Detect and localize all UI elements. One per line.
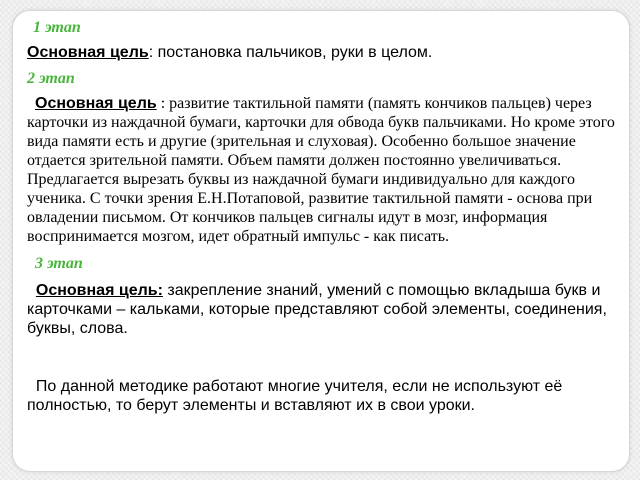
stage-3-goal-text: закрепление знаний, умений с помощью вкладыша букв и карточками – кальками, которые представляют собой элементы, соединения, буквы, слова. bbox=[27, 282, 607, 337]
conclusion-text: По данной методике работают многие учителя, если не используют её полностью, то берут элементы и вставляют их в свои уроки. bbox=[27, 378, 563, 414]
stage-3-heading bbox=[27, 254, 615, 273]
stage-2-goal bbox=[27, 94, 615, 246]
stage-3-heading-text: 3 этап bbox=[35, 255, 83, 272]
slide-content bbox=[27, 18, 615, 415]
stage-1-goal-text: : постановка пальчиков, руки в целом. bbox=[148, 44, 433, 61]
conclusion-paragraph bbox=[27, 377, 615, 415]
stage-2-heading: 2 этап bbox=[27, 70, 75, 87]
stage-1-goal bbox=[27, 43, 615, 62]
stage-1-goal-label: Основная цель bbox=[27, 44, 149, 61]
stage-2-goal-text: : развитие тактильной памяти (память кончиков пальцев) через карточки из наждачной бумаги, карточки для обвода букв пальчиками. Но кроме этого вида памяти есть и другие (зрительная и слуховая). Особенно большое значение отдается зрительной памяти. Объем памяти должен постоянно увеличиваться. Предлагается вырезать буквы из наждачной бумаги индивидуально для каждого ученика. С точки зрения Е.Н.Потаповой, развитие тактильной памяти - основа при овладении письмом. От кончиков пальцев сигналы идут в мозг, информация воспринимается мозгом, идет обратный импульс - как писать. bbox=[27, 95, 615, 245]
stage-2-goal-label: Основная цель bbox=[35, 95, 157, 112]
stage-1-heading: 1 этап bbox=[33, 19, 81, 36]
stage-3-goal bbox=[27, 281, 615, 338]
stage-3-goal-label: Основная цель bbox=[35, 282, 158, 299]
stage-3-goal-colon: : bbox=[157, 282, 163, 299]
